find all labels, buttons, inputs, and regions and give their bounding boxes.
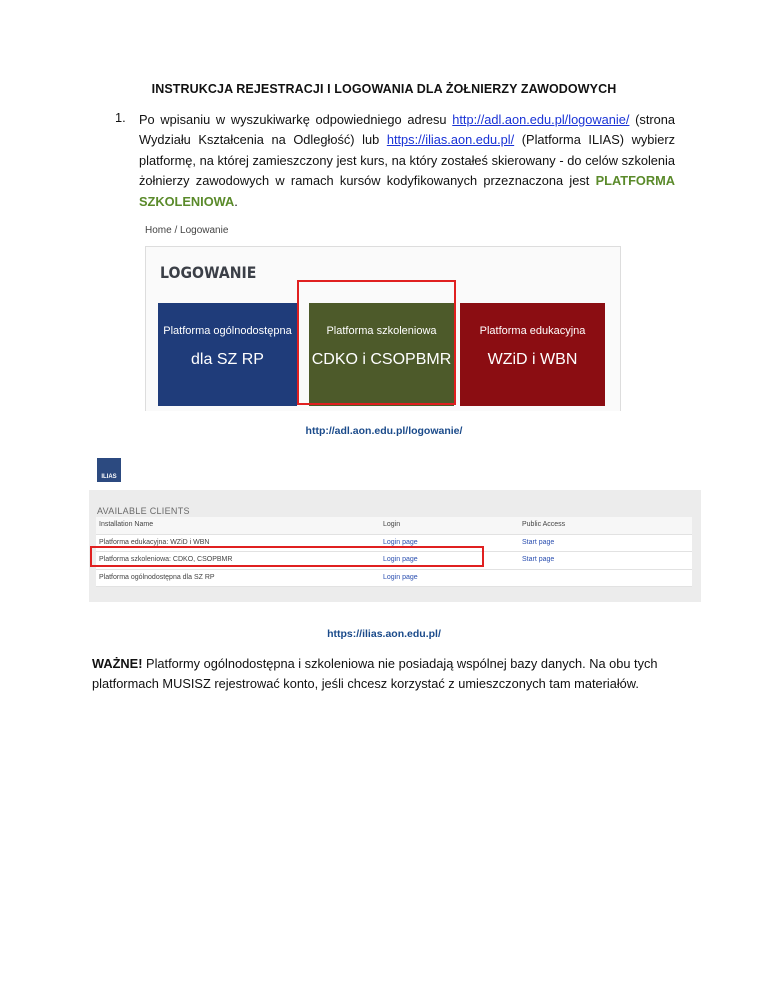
highlight-frame — [90, 546, 484, 567]
table-header — [96, 517, 692, 535]
section-title: AVAILABLE CLIENTS — [97, 506, 190, 516]
table-row — [96, 570, 692, 588]
step-text-part: Po wpisaniu w wyszukiwarkę odpowiedniego adresu — [139, 112, 453, 127]
step-1-paragraph — [139, 110, 675, 212]
ilias-logo: ILIAS — [97, 458, 121, 482]
tile-sublabel: dla SZ RP — [191, 351, 264, 368]
tile-sublabel: CDKO i CSOPBMR — [311, 351, 452, 368]
step-text-part: (Platforma ILIAS) wybierz platformę, na której zamieszczony jest kurs, na który zostałeś skierowany - do celów szkolenia żołnierzy zawodowych w ramach kursów kodyfikowanych przeznaczona jest — [139, 132, 675, 189]
column-header: Installation Name — [99, 521, 154, 528]
login-page-link[interactable]: Login page — [383, 573, 418, 581]
client-name: Platforma szkoleniowa: CDKO, CSOPBMR — [99, 556, 233, 563]
client-name: Platforma ogólnodostępna dla SZ RP — [99, 573, 215, 581]
breadcrumb: Home / Logowanie — [145, 225, 229, 236]
ilias-link[interactable]: https://ilias.aon.edu.pl/ — [386, 132, 515, 148]
tile-ogolnodostepna[interactable] — [158, 303, 297, 406]
platform-highlight: PLATFORMA SZKOLENIOWA — [139, 173, 675, 209]
column-header: Login — [383, 521, 401, 528]
tile-edukacyjna[interactable] — [460, 303, 605, 406]
screenshot-caption: https://ilias.aon.edu.pl/ — [327, 628, 441, 640]
tile-label: Platforma ogólnodostępna — [163, 325, 292, 337]
login-page-link[interactable]: Login page — [383, 556, 418, 563]
important-text: Platformy ogólnodostępna i szkoleniowa nie posiadają wspólnej bazy danych. Na obu tych platformach MUSISZ rejestrować konto, jeśli chcesz korzystać z umieszczonych tam materiałów. — [92, 656, 658, 692]
tile-label: Platforma szkoleniowa — [326, 325, 437, 337]
column-header: Public Access — [522, 521, 566, 528]
start-page-link[interactable]: Start page — [522, 538, 555, 546]
screenshot-caption: http://adl.aon.edu.pl/logowanie/ — [305, 425, 463, 437]
tile-label: Platforma edukacyjna — [479, 325, 586, 337]
adl-link[interactable]: http://adl.aon.edu.pl/logowanie/ — [452, 112, 630, 127]
panel-heading: LOGOWANIE — [160, 263, 257, 282]
step-text-part: . — [234, 193, 238, 209]
step-number: 1. — [115, 110, 126, 125]
client-name: Platforma edukacyjna: WZiD i WBN — [99, 538, 210, 546]
tile-sublabel: WZiD i WBN — [487, 351, 578, 368]
document-title: INSTRUKCJA REJESTRACJI I LOGOWANIA DLA ŻOŁNIERZY ZAWODOWYCH — [151, 82, 617, 96]
login-page-link[interactable]: Login page — [383, 538, 418, 546]
important-note — [92, 654, 675, 695]
step-text-part: (strona Wydziału Kształcenia na Odległość) lub — [139, 112, 675, 148]
important-label: WAŻNE! — [92, 656, 143, 671]
highlight-frame — [297, 280, 456, 405]
start-page-link[interactable]: Start page — [522, 556, 555, 563]
